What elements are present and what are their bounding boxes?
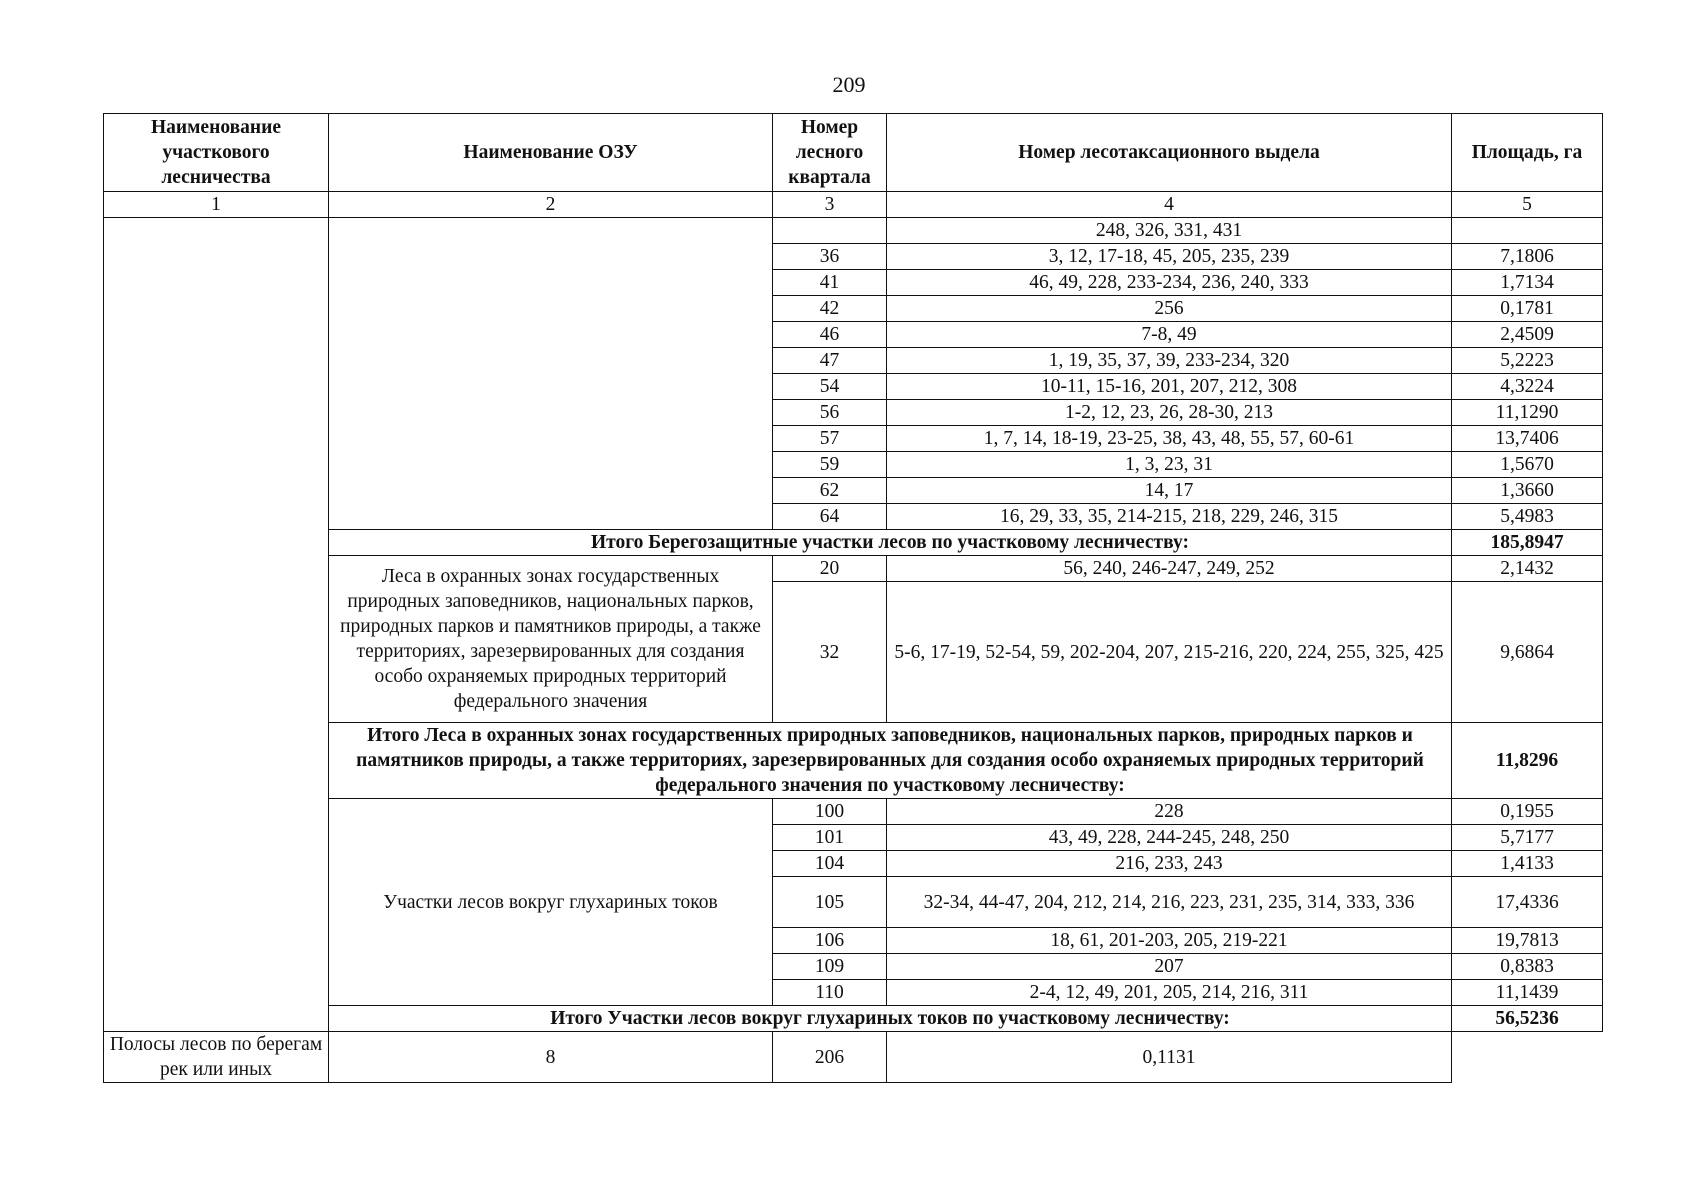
column-number: 4 [887,192,1452,218]
area-cell: 2,1432 [1452,556,1603,582]
subtotal-label: Итого Леса в охранных зонах государственных природных заповедников, национальных парков, природных парков и памятников природы, а также территориях, зарезервированных для создания особо охраняемых природных территорий федерального значения по участковому лесничеству: [329,723,1452,799]
area-cell: 0,8383 [1452,954,1603,980]
area-cell: 11,1290 [1452,400,1603,426]
quarter-cell: 56 [773,400,887,426]
plots-cell: 206 [773,1032,887,1083]
table-row [104,556,1603,582]
quarter-cell: 59 [773,452,887,478]
column-number-row [104,192,1603,218]
subtotal-value: 185,8947 [1452,530,1603,556]
column-number: 5 [1452,192,1603,218]
plots-cell: 248, 326, 331, 431 [887,218,1452,244]
table-row [104,1032,1603,1083]
area-cell: 2,4509 [1452,322,1603,348]
quarter-cell: 62 [773,478,887,504]
subtotal-row [104,1006,1603,1032]
quarter-cell: 42 [773,296,887,322]
quarter-cell: 32 [773,582,887,723]
area-cell: 9,6864 [1452,582,1603,723]
quarter-cell: 110 [773,980,887,1006]
area-cell: 1,5670 [1452,452,1603,478]
forestry-name-cell [104,218,329,1032]
header-area: Площадь, га [1452,114,1603,192]
subtotal-value: 56,5236 [1452,1006,1603,1032]
column-number: 1 [104,192,329,218]
area-cell: 1,3660 [1452,478,1603,504]
quarter-cell: 54 [773,374,887,400]
area-cell: 17,4336 [1452,877,1603,928]
quarter-cell: 105 [773,877,887,928]
plots-cell: 10-11, 15-16, 201, 207, 212, 308 [887,374,1452,400]
area-cell: 5,4983 [1452,504,1603,530]
plots-cell: 56, 240, 246-247, 249, 252 [887,556,1452,582]
subtotal-label: Итого Участки лесов вокруг глухариных токов по участковому лесничеству: [329,1006,1452,1032]
plots-cell: 14, 17 [887,478,1452,504]
table-row [104,799,1603,825]
quarter-cell: 57 [773,426,887,452]
table-row [104,218,1603,244]
header-quarter: Номер лесного квартала [773,114,887,192]
page-number: 209 [832,72,866,97]
subtotal-row [104,723,1603,799]
quarter-cell: 109 [773,954,887,980]
plots-cell: 43, 49, 228, 244-245, 248, 250 [887,825,1452,851]
area-cell: 1,4133 [1452,851,1603,877]
quarter-cell: 46 [773,322,887,348]
ozu-name-cell: Леса в охранных зонах государственных природных заповедников, национальных парков, природных парков и памятников природы, а также территориях, зарезервированных для создания особо охраняемых природных территорий федерального значения [329,556,773,723]
ozu-name-cell: Участки лесов вокруг глухариных токов [329,799,773,1006]
table-header-row [104,114,1603,192]
plots-cell: 2-4, 12, 49, 201, 205, 214, 216, 311 [887,980,1452,1006]
area-cell: 19,7813 [1452,928,1603,954]
area-cell [1452,218,1603,244]
plots-cell: 7-8, 49 [887,322,1452,348]
quarter-cell: 104 [773,851,887,877]
area-cell: 11,1439 [1452,980,1603,1006]
plots-cell: 228 [887,799,1452,825]
area-cell: 13,7406 [1452,426,1603,452]
plots-cell: 216, 233, 243 [887,851,1452,877]
quarter-cell: 101 [773,825,887,851]
plots-cell: 1, 19, 35, 37, 39, 233-234, 320 [887,348,1452,374]
forest-plots-table [103,113,1603,1083]
quarter-cell: 100 [773,799,887,825]
subtotal-value: 11,8296 [1452,723,1603,799]
ozu-name-cell [329,218,773,530]
column-number: 2 [329,192,773,218]
quarter-cell: 20 [773,556,887,582]
plots-cell: 16, 29, 33, 35, 214-215, 218, 229, 246, 315 [887,504,1452,530]
plots-cell: 256 [887,296,1452,322]
subtotal-label: Итого Берегозащитные участки лесов по участковому лесничеству: [329,530,1452,556]
quarter-cell: 64 [773,504,887,530]
ozu-name-cell: Полосы лесов по берегам рек или иных [104,1032,329,1083]
header-ozu-name: Наименование ОЗУ [329,114,773,192]
area-cell: 5,2223 [1452,348,1603,374]
subtotal-row [104,530,1603,556]
area-cell: 0,1955 [1452,799,1603,825]
quarter-cell: 36 [773,244,887,270]
plots-cell: 32-34, 44-47, 204, 212, 214, 216, 223, 231, 235, 314, 333, 336 [887,877,1452,928]
quarter-cell [773,218,887,244]
plots-cell: 46, 49, 228, 233-234, 236, 240, 333 [887,270,1452,296]
quarter-cell: 8 [329,1032,773,1083]
plots-cell: 1-2, 12, 23, 26, 28-30, 213 [887,400,1452,426]
quarter-cell: 41 [773,270,887,296]
area-cell: 0,1781 [1452,296,1603,322]
plots-cell: 3, 12, 17-18, 45, 205, 235, 239 [887,244,1452,270]
quarter-cell: 106 [773,928,887,954]
area-cell: 0,1131 [887,1032,1452,1083]
plots-cell: 18, 61, 201-203, 205, 219-221 [887,928,1452,954]
area-cell: 1,7134 [1452,270,1603,296]
area-cell: 5,7177 [1452,825,1603,851]
plots-cell: 1, 3, 23, 31 [887,452,1452,478]
plots-cell: 5-6, 17-19, 52-54, 59, 202-204, 207, 215-216, 220, 224, 255, 325, 425 [887,582,1452,723]
column-number: 3 [773,192,887,218]
plots-cell: 1, 7, 14, 18-19, 23-25, 38, 43, 48, 55, 57, 60-61 [887,426,1452,452]
header-forestry: Наименование участкового лесничества [104,114,329,192]
header-plot-number: Номер лесотаксационного выдела [887,114,1452,192]
plots-cell: 207 [887,954,1452,980]
area-cell: 4,3224 [1452,374,1603,400]
area-cell: 7,1806 [1452,244,1603,270]
quarter-cell: 47 [773,348,887,374]
